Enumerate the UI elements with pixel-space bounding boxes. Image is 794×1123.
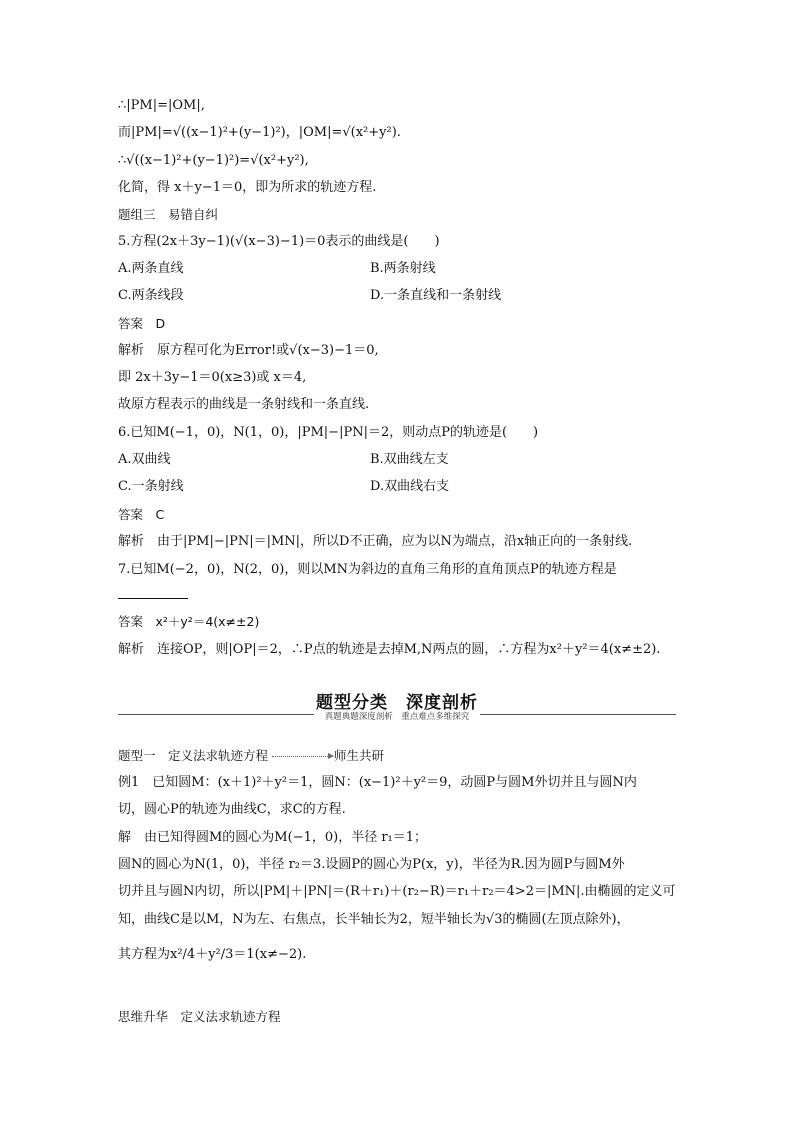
answer: 答案 x²＋y²＝4(x≠±2) [118, 614, 260, 629]
analysis: 即 2x＋3y−1＝0(x≥3)或 x＝4, [118, 370, 307, 385]
answer-blank [118, 586, 188, 606]
option-c: C.两条线段 [118, 288, 184, 303]
text-line: ∴√((x−1)²+(y−1)²)=√(x²+y²), [118, 153, 309, 168]
answer: 答案 C [118, 507, 165, 522]
solution-line: 切并且与圆N内切，所以|PM|＋|PN|＝(R＋r₁)＋(r₂−R)＝r₁＋r₂＝4>2＝|MN|.由椭圆的定义可 [118, 884, 676, 899]
solution-line: 解 由已知得圆M的圆心为M(−1，0)，半径 r₁＝1； [118, 830, 428, 845]
option-a: A.双曲线 [118, 452, 171, 467]
answer: 答案 D [118, 316, 166, 331]
question-6: 6.已知M(−1，0)，N(1，0)，|PM|−|PN|＝2，则动点P的轨迹是( ) [118, 425, 539, 440]
group-heading: 题组三 易错自纠 [118, 207, 219, 222]
option-c: C.一条射线 [118, 479, 184, 494]
text-line: ∴|PM|=|OM|, [118, 98, 205, 113]
analysis: 解析 由于|PM|−|PN|＝|MN|，所以D不正确，应为以N为端点，沿x轴正向的一条射线. [118, 534, 633, 549]
text-line: 而|PM|=√((x−1)²+(y−1)²)，|OM|=√(x²+y²). [118, 125, 401, 140]
option-b: B.双曲线左支 [370, 452, 449, 467]
solution-line: 知，曲线C是以M，N为左、右焦点，长半轴长为2，短半轴长为√3的椭圆(左顶点除外)， [118, 912, 630, 927]
analysis: 解析 原方程可化为Error!或√(x−3)−1＝0, [118, 343, 379, 358]
option-d: D.一条直线和一条射线 [370, 288, 502, 303]
analysis: 故原方程表示的曲线是一条射线和一条直线. [118, 397, 370, 412]
question-7: 7.已知M(−2，0)，N(2，0)，则以MN为斜边的直角三角形的直角顶点P的轨迹方程是 [118, 562, 617, 577]
section-title: 题型分类 深度剖析 [316, 693, 478, 713]
solution-line: 其方程为x²/4＋y²/3＝1(x≠−2). [118, 947, 307, 962]
question-5: 5.方程(2x＋3y−1)(√(x−3)−1)＝0表示的曲线是( ) [118, 234, 440, 249]
text-line: 化简，得 x＋y−1＝0，即为所求的轨迹方程. [118, 180, 377, 195]
arrow-icon [272, 756, 332, 757]
type-tag: 师生共研 [334, 748, 385, 763]
type-title: 题型一 定义法求轨迹方程 [118, 748, 269, 763]
analysis: 解析 连接OP，则|OP|＝2，∴P点的轨迹是去掉M,N两点的圆，∴方程为x²＋y²＝4(x≠±2). [118, 642, 661, 657]
thinking-heading: 思维升华 定义法求轨迹方程 [118, 1009, 281, 1024]
type-heading [118, 746, 384, 766]
solution-line: 圆N的圆心为N(1，0)，半径 r₂＝3.设圆P的圆心为P(x，y)，半径为R.因为圆P与圆M外 [118, 857, 625, 872]
option-a: A.两条直线 [118, 261, 184, 276]
example-line: 例1 已知圆M：(x＋1)²＋y²＝1，圆N：(x−1)²＋y²＝9，动圆P与圆M外切并且与圆N内 [118, 775, 637, 790]
option-b: B.两条射线 [370, 261, 436, 276]
section-subtitle: 真题典题深度剖析 重点难点多维探究 [324, 712, 470, 722]
option-d: D.双曲线右支 [370, 479, 450, 494]
example-line: 切，圆心P的轨迹为曲线C，求C的方程. [118, 802, 346, 817]
